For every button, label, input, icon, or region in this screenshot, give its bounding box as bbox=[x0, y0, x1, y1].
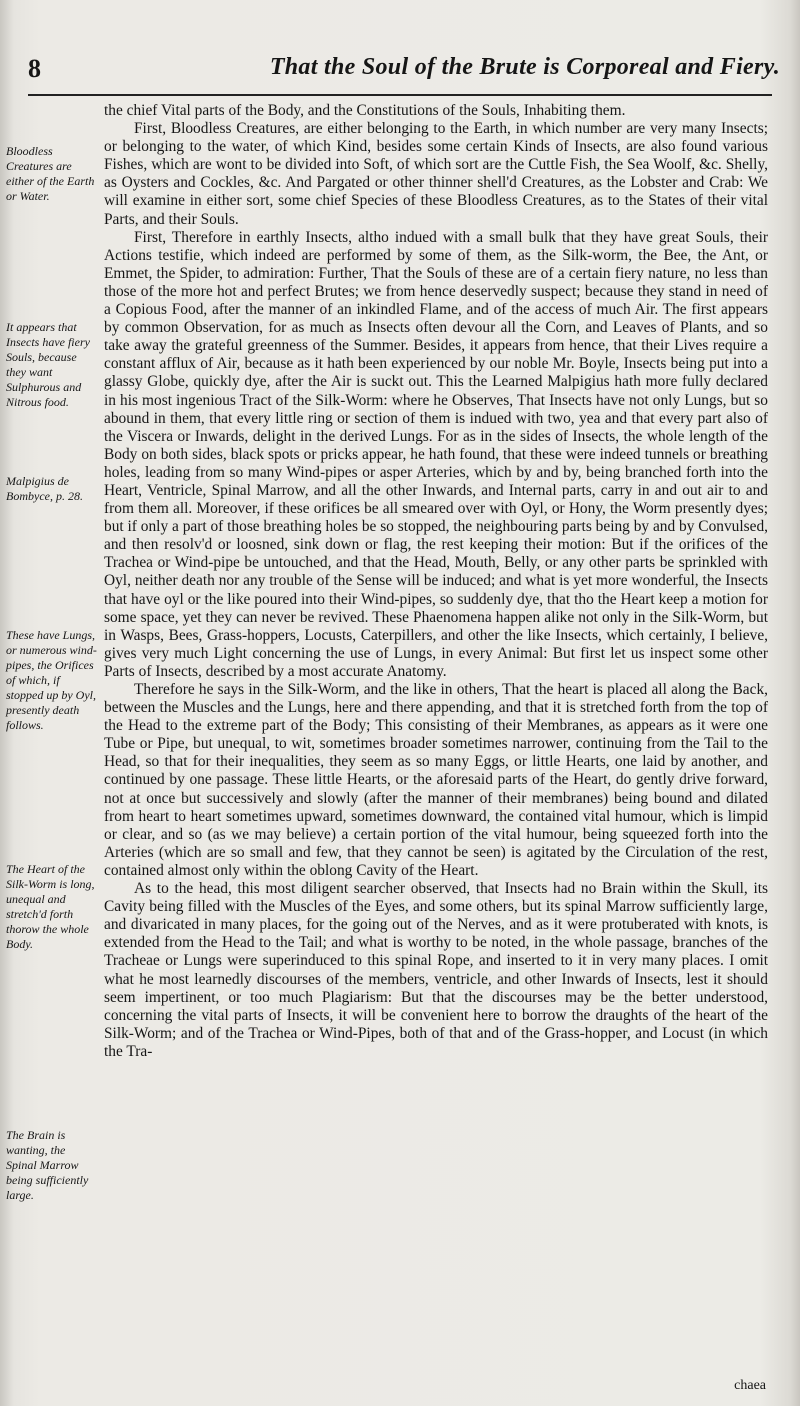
paragraph: First, Bloodless Creatures, are either belonging to the Earth, in which number are very many Insects; or belonging to the water, of which Kind, besides some certain Kinds of Insects, are also found various Fishes, which are wont to be divided into Soft, of which sort are the Cuttle Fish, the Sea Woolf, &c. Shelly, as Oysters and Cockles, &c. And Pargated or other thinner shell'd Creatures, as the Lobster and Crab: We will examine in either sort, some chief Species of these Bloodless Creatures, as to the States of their vital Parts, and their Souls. bbox=[104, 120, 768, 228]
header-rule bbox=[28, 94, 772, 96]
paragraph: First, Therefore in earthly Insects, altho indued with a small bulk that they have great Souls, their Actions testifie, which indeed are performed by some of them, as the Silk-worm, the Bee, the Ant, or Emmet, the Spider, to admiration: Further, That the Souls of these are of a certain fiery nature, no less than those of the more hot and perfect Brutes; we from hence deservedly suspect; because they stand in need of a Copious Food, after the manner of an inkindled Flame, and of the access of much Air. The first appears by common Observation, for as much as Insects often devour all the Corn, and Leaves of Plants, and so take away the grateful greenness of the Summer. Besides, it appears from hence, that their Lives require a constant afflux of Air, because as it hath been experienced by our noble Mr. Boyle, Insects being put into a glassy Globe, quickly dye, after the Air is suckt out. This the Learned Malpigius hath more fully declared in his most ingenious Tract of the Silk-Worm: where he Observes, That Insects have not only Lungs, but so abound in them, that every little ring or section of them is indued with two, yea and that every part also of the Viscera or Inwards, delight in the derived Lungs. For as in the sides of Insects, the whole length of the Body on both sides, black spots or pricks appear, he hath found, that these were indeed tunnels or breathing holes, leading from so many Wind-pipes or asper Arteries, which by and by, being branched forth into the Heart, Ventricle, Spinal Marrow, and all the other Inwards, and Internal parts, carry in and out air to and from them all. Moreover, if these orifices be all smeared over with Oyl, or Hony, the Worm presently dyes; but if only a part of those breathing holes be so stopped, the neighbouring parts being by and by Convulsed, and then resolv'd or loosned, sink down or flag, the rest keeping their motion: But if the orifices of the Trachea or Wind-pipe be untouched, and that the Head, Mouth, Belly, or any other parts be sprinkled with Oyl, neither death nor any trouble of the Sense will be induced; and what is yet more wonderful, the Insects that have oyl or the like poured into their Wind-pipes, so suddenly dye, that tho the Heart keep a motion for some space, yet they can never be revived. These Phaenomena happen alike not only in the Silk-Worm, but in Wasps, Bees, Grass-hoppers, Locusts, Caterpillers, and other the like Insects, which certainly, I believe, gives very much Light concerning the use of Lungs, in every Animal: But first let us inspect some other Parts of Insects, described by a most accurate Anatomy. bbox=[104, 228, 768, 680]
margin-note: The Brain is wanting, the Spinal Marrow being sufficiently large. bbox=[6, 1128, 89, 1202]
paragraph: Therefore he says in the Silk-Worm, and the like in others, That the heart is placed all along the Back, between the Muscles and the Lungs, here and there appending, and that it is stretched forth from the top of the Head to the extreme part of the Body; This consisting of their Membranes, as appears as it were one Tube or Pipe, but unequal, to wit, sometimes broader sometimes narrower, continuing from the Tail to the Head, so that for their inequalities, they seem as so many Eggs, or little Hearts, one laid by another, and continued by one passage. These little Hearts, or the aforesaid parts of the Heart, do gently drive forward, not at once but successively and slowly (after the manner of their membranes) being bound and dilated from heart to heart sometimes upward, sometimes downward, the contained vital humour, which is limpid or clear, and so (as we may believe) a certain portion of the vital humour, being squeezed forth into the Arteries (which are so small and few, that they cannot be seen) is agitated by the Circulation of the rest, contained almost only within the oblong Cavity of the Heart. bbox=[104, 681, 768, 879]
margin-note: Bloodless Creatures are either of the Earth or Water. bbox=[6, 144, 95, 203]
page-number: 8 bbox=[28, 54, 41, 83]
body-text bbox=[104, 102, 768, 1061]
page-header bbox=[28, 54, 780, 96]
paragraph: the chief Vital parts of the Body, and the Constitutions of the Souls, Inhabiting them. bbox=[104, 102, 626, 119]
margin-note: It appears that Insects have fiery Souls, because they want Sulphurous and Nitrous food. bbox=[6, 320, 90, 409]
catchword: chaea bbox=[734, 1378, 766, 1393]
paragraph: As to the head, this most diligent searcher observed, that Insects had no Brain within the Skull, its Cavity being filled with the Muscles of the Eyes, and some others, but its spinal Marrow sufficiently large, and divaricated in many places, for the going out of the Nerves, and as it were protuberated with knots, is extended from the Head to the Tail; and what is worthy to be noted, in the whole passage, branches of the Tracheae or Lungs were superinduced to this spinal Rope, and inserted to it in very many places. I omit what he most learnedly discourses of the members, ventricle, and other Inwards of Insects, lest it should seem impertinent, or too much Plagiarism: But that the discourses may be the better understood, concerning the vital parts of Insects, it will be convenient here to borrow the draughts of the heart of the Silk-Worm; and of the Trachea or Wind-Pipes, both of that and of the Grass-hopper, and Locust (in which the Tra- bbox=[104, 880, 768, 1060]
margin-note: The Heart of the Silk-Worm is long, unequal and stretch'd forth thorow the whole Body. bbox=[6, 862, 95, 951]
margin-note: These have Lungs, or numerous wind-pipes, the Orifices of which, if stopped up by Oyl, presently death follows. bbox=[6, 628, 97, 732]
running-title: That the Soul of the Brute is Corporeal and Fiery. bbox=[269, 54, 780, 80]
margin-note: Malpigius de Bombyce, p. 28. bbox=[6, 474, 83, 503]
